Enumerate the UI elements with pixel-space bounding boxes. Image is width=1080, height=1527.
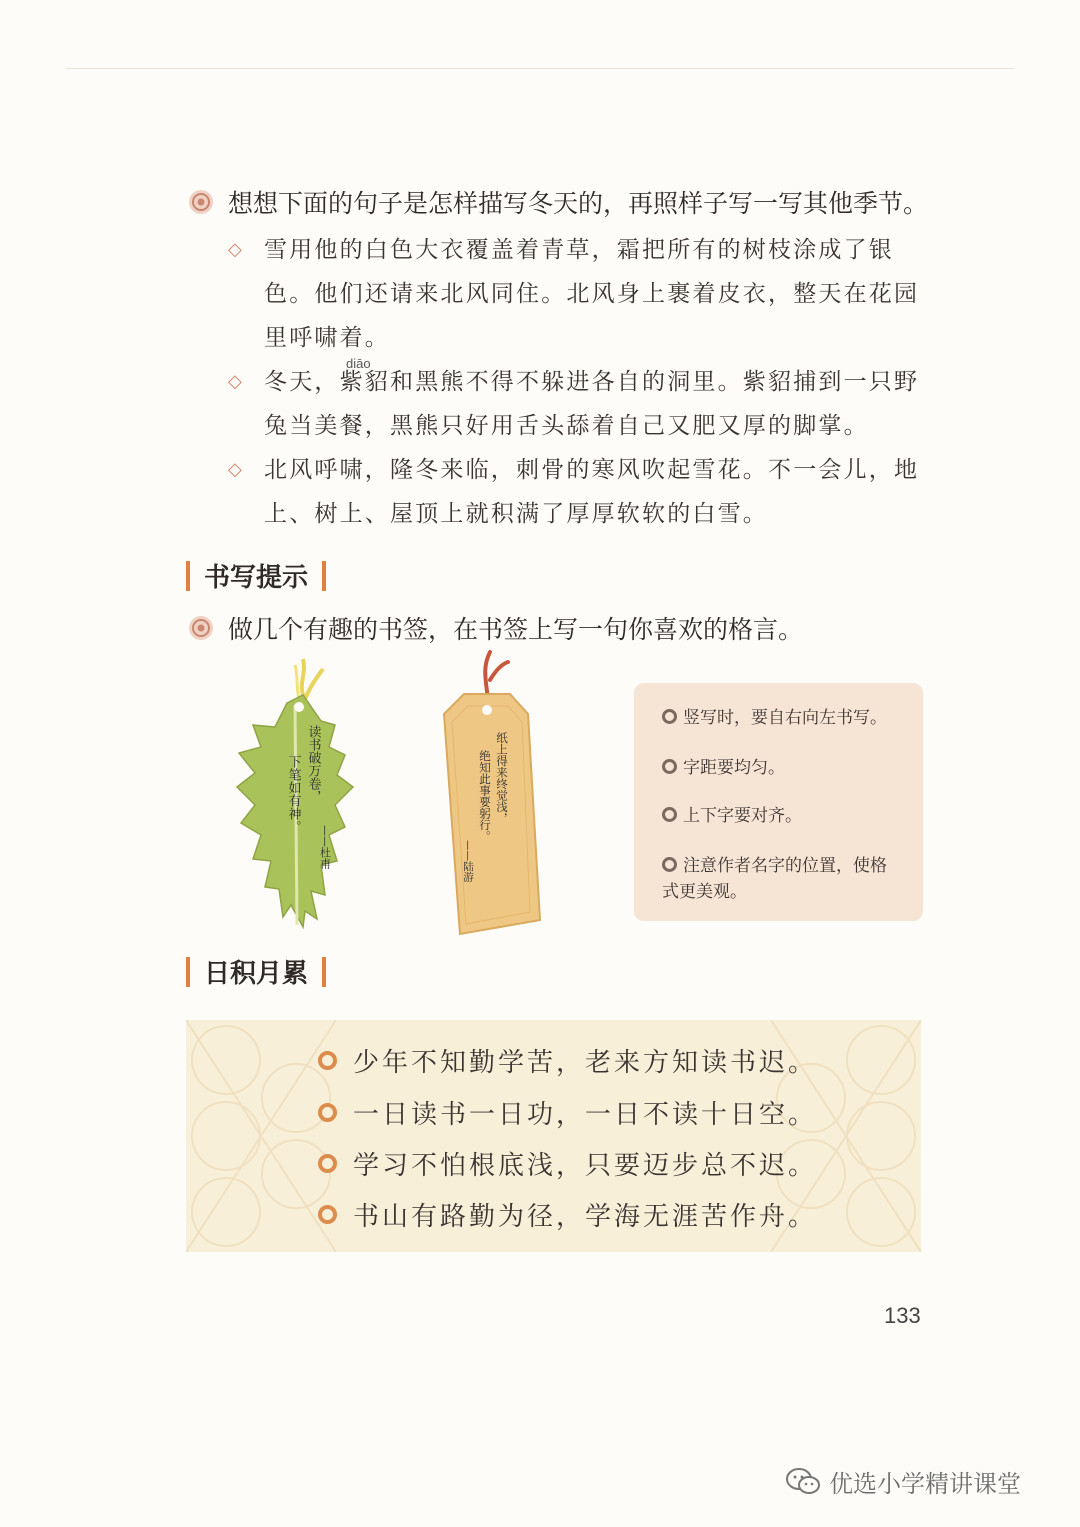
heading-bar	[186, 957, 190, 987]
sentence-item	[228, 356, 928, 448]
page-number: 133	[884, 1303, 921, 1328]
bookmark-instruction	[188, 610, 803, 646]
sentence-line: 上、树上、屋顶上就积满了厚厚软软的白雪。	[264, 501, 768, 527]
sentence-line: 色。他们还请来北风同住。北风身上裹着皮衣，整天在花园	[264, 281, 920, 307]
tip-text: 上下字要对齐。	[683, 806, 802, 826]
sentence-line: 雪用他的白色大衣覆盖着青草，霜把所有的树枝涂成了银	[264, 237, 894, 263]
ring-bullet-icon	[662, 807, 677, 822]
ring-bullet-icon	[662, 709, 677, 724]
ring-bullet-icon	[318, 1154, 337, 1173]
tip-item	[662, 803, 912, 829]
ring-bullet-icon	[662, 759, 677, 774]
diamond-bullet-icon: ◇	[228, 371, 245, 392]
heading-text: 书写提示	[204, 563, 309, 593]
wood-bookmark	[430, 650, 550, 945]
sentence-line: 兔当美餐，黑熊只好用舌头舔着自己又肥又厚的脚掌。	[264, 413, 869, 439]
diamond-bullet-icon: ◇	[228, 459, 245, 480]
ring-bullet-icon	[318, 1051, 337, 1070]
tip-item	[662, 705, 912, 731]
sentence-line: 北风呼啸，隆冬来临，刺骨的寒风吹起雪花。不一会儿，地	[264, 457, 920, 483]
wood-author: ——陆游	[462, 840, 474, 882]
ring-bullet-icon	[662, 857, 677, 872]
ring-bullet-icon	[318, 1205, 337, 1224]
wood-col1: 纸上得来终觉浅，	[495, 732, 509, 824]
tip-text: 注意作者名字的位置，使格式更美观。	[662, 856, 887, 902]
tip-text: 竖写时，要自右向左书写。	[683, 708, 887, 728]
tip-text: 字距要均匀。	[683, 758, 785, 778]
proverb-text: 学习不怕根底浅，只要迈步总不迟。	[353, 1151, 818, 1181]
leaf-col2: 下笔如有神。	[285, 755, 301, 833]
example-sentences	[228, 228, 928, 536]
sentence-item	[228, 448, 928, 536]
leaf-col1: 读书破万卷，	[305, 725, 321, 803]
heading-text: 日积月累	[204, 959, 309, 989]
bookmark-instruction-text: 做几个有趣的书签，在书签上写一句你喜欢的格言。	[228, 615, 804, 644]
heading-bar	[322, 561, 326, 591]
wood-col2: 绝知此事要躬行。	[478, 750, 492, 842]
heading-bar	[186, 561, 190, 591]
task-bullet-icon	[188, 189, 214, 215]
watermark-text: 优选小学精讲课堂	[829, 1470, 1021, 1498]
proverb-item	[318, 1094, 817, 1131]
leaf-bookmark	[225, 655, 365, 935]
watermark	[785, 1464, 1021, 1499]
wechat-icon	[785, 1467, 821, 1497]
sentence-line: 冬天，紫貂和黑熊不得不躲进各自的洞里。紫貂捕到一只野	[264, 369, 920, 395]
proverb-text: 一日读书一日功，一日不读十日空。	[353, 1100, 818, 1130]
proverb-item	[318, 1145, 817, 1182]
tip-item	[662, 853, 902, 905]
heading-bar	[322, 957, 326, 987]
ornament-pattern-left	[186, 1020, 336, 1252]
pinyin-annotation: diāo	[346, 356, 371, 371]
sentence-line: 里呼啸着。	[264, 325, 390, 351]
section-heading-writing-tips	[186, 557, 326, 594]
proverb-item	[318, 1196, 817, 1233]
proverb-text: 书山有路勤为径，学海无涯苦作舟。	[353, 1202, 818, 1232]
exercise-instruction-text: 想想下面的句子是怎样描写冬天的，再照样子写一写其他季节。	[228, 189, 929, 218]
proverb-text: 少年不知勤学苦，老来方知读书迟。	[353, 1048, 818, 1078]
top-divider	[66, 68, 1014, 69]
ring-bullet-icon	[318, 1103, 337, 1122]
task-bullet-icon	[188, 615, 214, 641]
section-heading-accumulation	[186, 953, 326, 990]
writing-tips-card	[634, 683, 923, 921]
tip-item	[662, 755, 912, 781]
exercise-instruction	[188, 184, 928, 220]
leaf-author: ——杜甫	[318, 825, 332, 869]
sentence-item	[228, 228, 928, 360]
proverb-item	[318, 1042, 817, 1079]
diamond-bullet-icon: ◇	[228, 239, 245, 260]
